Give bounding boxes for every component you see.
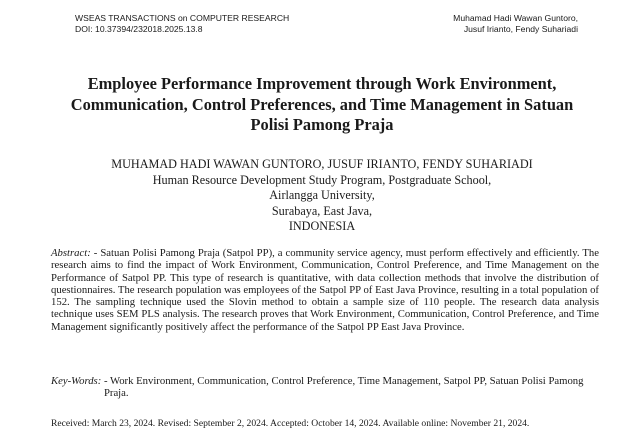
author-names: MUHAMAD HADI WAWAN GUNTORO, JUSUF IRIANTO, FENDY SUHARIADI [111,157,533,171]
affiliation-line-4: INDONESIA [288,219,356,233]
keywords [51,375,599,400]
paper-title [40,74,604,136]
title-line-1: Employee Performance Improvement through Work Environment, [87,74,557,93]
author-block [40,157,604,235]
abstract-text: - Satuan Polisi Pamong Praja (Satpol PP), a community service agency, must perform effectively and efficiently. The research aims to find the impact of Work Environment, Communication, Control Preference, and Time Management on the Performance of Satpol PP. This type of research is quantitative, with data collection methods that involve the distribution of questionnaires. The research population was employees of the Satpol PP of East Java Province, resulting in a total population of 152. The sampling technique used the Slovin method to obtain a sample size of 110 people. The research data analysis technique uses SEM PLS analysis. The research proves that Work Environment, Communication, Control Preference, and Time Management significantly positively affect the performance of the Satpol PP East Java Province. [51,247,600,333]
affiliation-line-2: Airlangga University, [269,188,375,202]
abstract-label: Abstract: [51,247,91,259]
header-authors-line1: Muhamad Hadi Wawan Guntoro, [453,13,578,23]
affiliation-line-1: Human Resource Development Study Program, Postgraduate School, [152,172,492,187]
title-line-2: Communication, Control Preferences, and Time Management in Satuan [70,94,574,114]
title-line-3: Polisi Pamong Praja [250,115,394,134]
abstract [51,247,599,333]
keywords-text: - Work Environment, Communication, Control Preference, Time Management, Satpol PP, Satuan Polisi Pamong Praja. [103,375,584,400]
affiliation-line-3: Surabaya, East Java, [271,203,373,218]
header-authors-line2: Jusuf Irianto, Fendy Suhariadi [463,24,578,34]
keywords-label: Key-Words: [51,375,102,387]
journal-name: WSEAS TRANSACTIONS on COMPUTER RESEARCH [75,13,290,23]
running-header-right [453,13,578,35]
running-header-left [75,13,289,35]
doi-text: DOI: 10.37394/232018.2025.13.8 [75,24,203,34]
publication-dates: Received: March 23, 2024. Revised: September 2, 2024. Accepted: October 14, 2024. Available online: November 21, 2024. [51,418,530,429]
